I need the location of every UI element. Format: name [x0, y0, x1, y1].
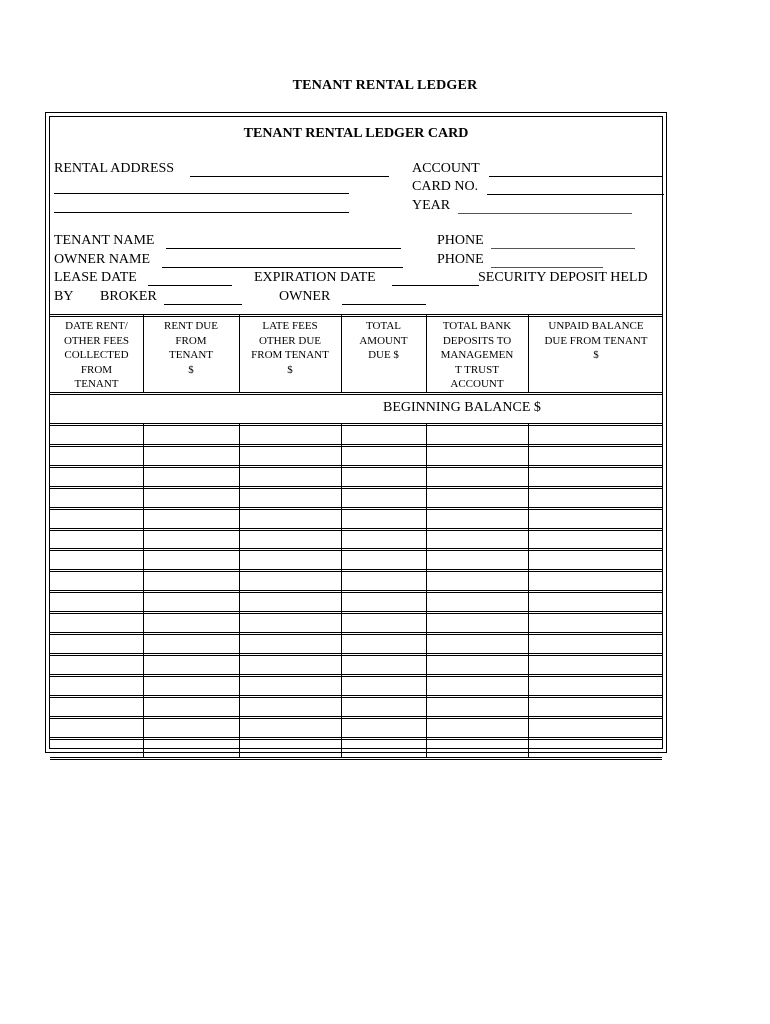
- ledger-cell[interactable]: [145, 489, 237, 505]
- owner-name-line[interactable]: [162, 267, 403, 268]
- ledger-cell[interactable]: [428, 531, 526, 547]
- ledger-cell[interactable]: [343, 740, 424, 756]
- ledger-cell[interactable]: [241, 468, 339, 484]
- ledger-cell[interactable]: [428, 572, 526, 588]
- ledger-cell[interactable]: [145, 593, 237, 609]
- ledger-cell[interactable]: [530, 614, 662, 630]
- by-label: BY: [54, 289, 74, 304]
- rental-address-line-2[interactable]: [54, 193, 349, 194]
- ledger-cell[interactable]: [145, 656, 237, 672]
- ledger-cell[interactable]: [428, 551, 526, 567]
- header-column-divider: [528, 314, 529, 392]
- ledger-cell[interactable]: [530, 677, 662, 693]
- column-header-line: FROM: [175, 334, 207, 347]
- ledger-cell[interactable]: [428, 510, 526, 526]
- ledger-cell[interactable]: [530, 489, 662, 505]
- phone-line-2[interactable]: [491, 267, 603, 268]
- ledger-cell[interactable]: [530, 698, 662, 714]
- phone-label-2: PHONE: [437, 252, 484, 267]
- ledger-column-divider: [528, 423, 529, 757]
- ledger-cell[interactable]: [530, 468, 662, 484]
- ledger-row-line: [50, 757, 662, 760]
- ledger-cell[interactable]: [428, 426, 526, 442]
- ledger-cell[interactable]: [52, 531, 141, 547]
- header-column-divider: [341, 314, 342, 392]
- tenant-name-line[interactable]: [166, 248, 401, 249]
- ledger-cell[interactable]: [52, 551, 141, 567]
- ledger-cell[interactable]: [241, 719, 339, 735]
- ledger-cell[interactable]: [343, 635, 424, 651]
- ledger-cell[interactable]: [241, 656, 339, 672]
- column-header: [341, 319, 426, 363]
- broker-label: BROKER: [100, 289, 157, 304]
- ledger-cell[interactable]: [145, 426, 237, 442]
- ledger-column-divider: [426, 423, 427, 757]
- ledger-card-inner: [49, 116, 663, 749]
- ledger-cell[interactable]: [343, 593, 424, 609]
- ledger-cell[interactable]: [145, 551, 237, 567]
- column-header-line: FROM: [80, 363, 113, 376]
- ledger-cell[interactable]: [343, 489, 424, 505]
- column-header-line: DEPOSITS TO: [442, 334, 512, 347]
- ledger-cell[interactable]: [530, 656, 662, 672]
- security-deposit-label: SECURITY DEPOSIT HELD: [478, 270, 648, 285]
- ledger-cell[interactable]: [343, 656, 424, 672]
- column-header-line: TOTAL: [366, 320, 401, 332]
- ledger-cell[interactable]: [241, 614, 339, 630]
- column-header: [426, 319, 528, 392]
- column-header: [239, 319, 341, 377]
- ledger-cell[interactable]: [52, 656, 141, 672]
- column-header-line: $: [287, 363, 293, 376]
- ledger-cell[interactable]: [241, 635, 339, 651]
- column-header-line: AMOUNT: [359, 334, 408, 347]
- ledger-cell[interactable]: [530, 510, 662, 526]
- ledger-cell[interactable]: [343, 719, 424, 735]
- ledger-cell[interactable]: [530, 572, 662, 588]
- column-header: [143, 319, 239, 377]
- lease-date-line[interactable]: [148, 285, 232, 286]
- ledger-cell[interactable]: [145, 698, 237, 714]
- column-header-line: FROM TENANT: [251, 349, 329, 361]
- ledger-cell[interactable]: [145, 677, 237, 693]
- ledger-cell[interactable]: [145, 635, 237, 651]
- ledger-cell[interactable]: [428, 677, 526, 693]
- ledger-cell[interactable]: [52, 635, 141, 651]
- column-header-line: TENANT: [169, 349, 213, 361]
- column-header-line: MANAGEMEN: [440, 349, 514, 361]
- column-header-line: $: [593, 349, 599, 361]
- ledger-cell[interactable]: [343, 698, 424, 714]
- ledger-cell[interactable]: [241, 447, 339, 463]
- column-header-line: OTHER FEES: [63, 334, 130, 347]
- beginning-balance-label: BEGINNING BALANCE $: [383, 400, 541, 415]
- ledger-cell[interactable]: [343, 510, 424, 526]
- column-header-line: DATE RENT/: [65, 320, 128, 332]
- phone-label-1: PHONE: [437, 233, 484, 248]
- ledger-cell[interactable]: [241, 531, 339, 547]
- ledger-cell[interactable]: [52, 740, 141, 756]
- account-line[interactable]: [489, 176, 662, 177]
- ledger-cell[interactable]: [428, 447, 526, 463]
- ledger-cell[interactable]: [428, 656, 526, 672]
- year-label: YEAR: [412, 198, 451, 213]
- column-header-line: ACCOUNT: [450, 378, 504, 390]
- owner-label: OWNER: [279, 289, 331, 304]
- ledger-cell[interactable]: [428, 593, 526, 609]
- ledger-cell[interactable]: [241, 489, 339, 505]
- ledger-cell[interactable]: [241, 510, 339, 526]
- ledger-cell[interactable]: [428, 468, 526, 484]
- header-column-divider: [143, 314, 144, 392]
- expiration-date-label: EXPIRATION DATE: [254, 270, 376, 285]
- ledger-cell[interactable]: [52, 698, 141, 714]
- account-label: ACCOUNT: [412, 161, 480, 176]
- ledger-card: [45, 112, 667, 753]
- ledger-cell[interactable]: [52, 719, 141, 735]
- card-no-line[interactable]: [487, 194, 664, 195]
- expiration-date-line[interactable]: [392, 285, 479, 286]
- ledger-cell[interactable]: [530, 426, 662, 442]
- header-column-divider: [239, 314, 240, 392]
- column-header: [50, 319, 143, 392]
- ledger-cell[interactable]: [428, 719, 526, 735]
- page-title: TENANT RENTAL LEDGER: [292, 78, 478, 93]
- ledger-cell[interactable]: [428, 614, 526, 630]
- ledger-cell[interactable]: [52, 447, 141, 463]
- ledger-cell[interactable]: [241, 593, 339, 609]
- ledger-cell[interactable]: [145, 572, 237, 588]
- card-no-label: CARD NO.: [412, 179, 479, 194]
- owner-line[interactable]: [342, 304, 426, 305]
- header-column-divider: [426, 314, 427, 392]
- ledger-cell[interactable]: [145, 719, 237, 735]
- column-header-line: RENT DUE: [164, 320, 218, 332]
- phone-line-1[interactable]: [491, 248, 635, 249]
- ledger-cell[interactable]: [530, 635, 662, 651]
- ledger-cell[interactable]: [241, 572, 339, 588]
- ledger-cell[interactable]: [530, 719, 662, 735]
- ledger-column-divider: [239, 423, 240, 757]
- column-header-line: LATE FEES: [262, 320, 318, 332]
- ledger-table: [50, 314, 662, 748]
- ledger-cell[interactable]: [343, 614, 424, 630]
- ledger-cell[interactable]: [530, 551, 662, 567]
- ledger-cell[interactable]: [52, 614, 141, 630]
- ledger-cell[interactable]: [530, 447, 662, 463]
- ledger-column-divider: [341, 423, 342, 757]
- broker-line[interactable]: [164, 304, 242, 305]
- ledger-cell[interactable]: [52, 489, 141, 505]
- ledger-cell[interactable]: [241, 677, 339, 693]
- ledger-cell[interactable]: [52, 510, 141, 526]
- column-header-line: OTHER DUE: [258, 334, 322, 347]
- ledger-cell[interactable]: [530, 531, 662, 547]
- ledger-cell[interactable]: [241, 698, 339, 714]
- ledger-cell[interactable]: [52, 468, 141, 484]
- ledger-cell[interactable]: [530, 740, 662, 756]
- ledger-cell[interactable]: [145, 740, 237, 756]
- column-header: [528, 319, 664, 363]
- column-header-line: UNPAID BALANCE: [548, 320, 644, 332]
- ledger-cell[interactable]: [428, 698, 526, 714]
- lease-date-label: LEASE DATE: [54, 270, 137, 285]
- rental-address-label: RENTAL ADDRESS: [54, 161, 175, 176]
- ledger-cell[interactable]: [145, 614, 237, 630]
- column-header-line: $: [188, 363, 194, 376]
- column-header-line: COLLECTED: [64, 349, 129, 361]
- ledger-cell[interactable]: [343, 677, 424, 693]
- ledger-cell[interactable]: [52, 572, 141, 588]
- ledger-cell[interactable]: [428, 489, 526, 505]
- ledger-cell[interactable]: [241, 551, 339, 567]
- ledger-cell[interactable]: [343, 426, 424, 442]
- ledger-cell[interactable]: [530, 593, 662, 609]
- ledger-cell[interactable]: [343, 551, 424, 567]
- ledger-cell[interactable]: [145, 447, 237, 463]
- ledger-cell[interactable]: [343, 447, 424, 463]
- rental-address-line-3[interactable]: [54, 212, 349, 213]
- column-header-line: DUE FROM TENANT: [544, 334, 648, 347]
- card-title: TENANT RENTAL LEDGER CARD: [243, 126, 469, 141]
- table-top-border: [50, 314, 662, 317]
- ledger-cell[interactable]: [145, 468, 237, 484]
- ledger-cell[interactable]: [145, 531, 237, 547]
- column-header-line: TENANT: [74, 378, 119, 390]
- header-bottom-border: [50, 392, 662, 395]
- ledger-cell[interactable]: [52, 677, 141, 693]
- ledger-cell[interactable]: [52, 593, 141, 609]
- ledger-cell[interactable]: [343, 468, 424, 484]
- ledger-cell[interactable]: [343, 572, 424, 588]
- ledger-cell[interactable]: [52, 426, 141, 442]
- column-header-line: TOTAL BANK: [442, 320, 512, 332]
- tenant-name-label: TENANT NAME: [54, 233, 155, 248]
- ledger-cell[interactable]: [241, 426, 339, 442]
- ledger-cell[interactable]: [428, 740, 526, 756]
- column-header-line: T TRUST: [455, 363, 499, 376]
- rental-address-line-1[interactable]: [190, 176, 389, 177]
- owner-name-label: OWNER NAME: [54, 252, 151, 267]
- ledger-cell[interactable]: [241, 740, 339, 756]
- ledger-cell[interactable]: [428, 635, 526, 651]
- year-line[interactable]: [458, 213, 632, 214]
- ledger-column-divider: [143, 423, 144, 757]
- ledger-cell[interactable]: [343, 531, 424, 547]
- ledger-cell[interactable]: [145, 510, 237, 526]
- column-header-line: DUE $: [368, 349, 399, 361]
